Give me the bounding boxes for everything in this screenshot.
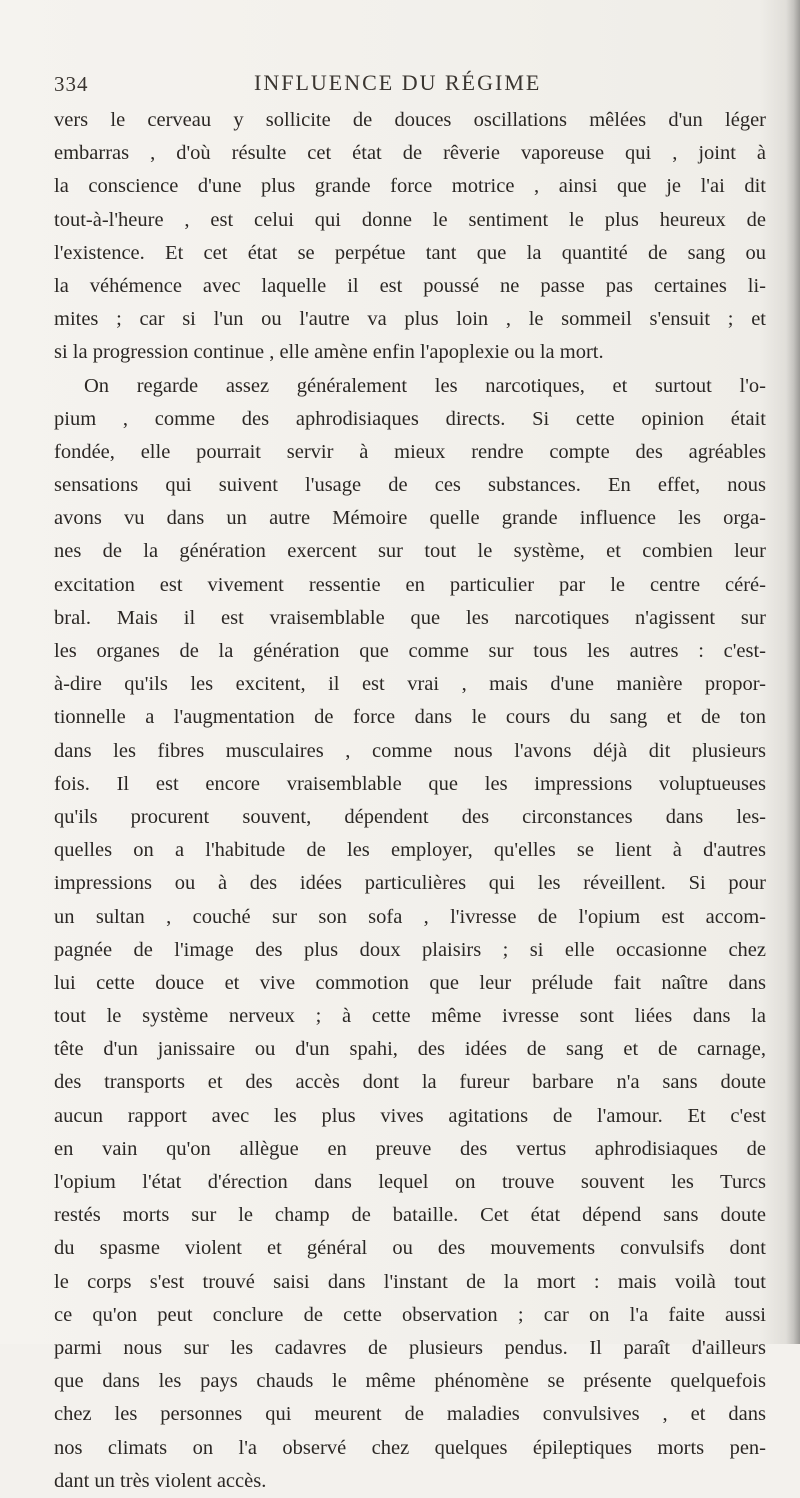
text-line: en vain qu'on allègue en preuve des vertus aphrodisiaques de [54, 1137, 766, 1160]
page-header [54, 70, 754, 100]
body-text [54, 104, 766, 1498]
page-number: 334 [54, 72, 89, 96]
text-line: pium , comme des aphrodisiaques directs. Si cette opinion était [54, 407, 766, 430]
text-line: parmi nous sur les cadavres de plusieurs pendus. Il paraît d'ailleurs [54, 1336, 766, 1359]
text-line: nes de la génération exercent sur tout le système, et combien leur [54, 540, 766, 563]
text-line: excitation est vivement ressentie en particulier par le centre céré- [54, 573, 766, 596]
text-line: vers le cerveau y sollicite de douces oscillations mêlées d'un léger [54, 109, 766, 131]
text-line: impressions ou à des idées particulières qui les réveillent. Si pour [54, 872, 766, 895]
text-line: nos climats on l'a observé chez quelques épileptiques morts pen- [54, 1436, 766, 1459]
text-line: bral. Mais il est vraisemblable que les narcotiques n'agissent sur [54, 606, 766, 629]
text-line: qu'ils procurent souvent, dépendent des circonstances dans les- [54, 805, 766, 828]
text-line: des transports et des accès dont la fureur barbare n'a sans doute [54, 1071, 766, 1094]
text-line: le corps s'est trouvé saisi dans l'instant de la mort : mais voilà tout [54, 1270, 766, 1293]
text-line: tout-à-l'heure , est celui qui donne le sentiment le plus heureux de [54, 208, 766, 231]
text-line: l'opium l'état d'érection dans lequel on trouve souvent les Turcs [54, 1171, 766, 1193]
text-line: restés morts sur le champ de bataille. Cet état dépend sans doute [54, 1204, 766, 1227]
text-line: du spasme violent et général ou des mouvements convulsifs dont [54, 1237, 766, 1260]
text-line: fondée, elle pourrait servir à mieux rendre compte des agréables [54, 440, 766, 463]
text-line: ce qu'on peut conclure de cette observation ; car on l'a faite aussi [54, 1303, 766, 1326]
text-line: pagnée de l'image des plus doux plaisirs ; si elle occasionne chez [54, 938, 766, 961]
text-line: avons vu dans un autre Mémoire quelle grande influence les orga- [54, 507, 766, 530]
text-line: que dans les pays chauds le même phénomène se présente quelquefois [54, 1370, 766, 1393]
text-line: tête d'un janissaire ou d'un spahi, des idées de sang et de carnage, [54, 1038, 766, 1061]
text-line: On regarde assez généralement les narcotiques, et surtout l'o- [84, 374, 766, 397]
text-line: quelles on a l'habitude de les employer, qu'elles se lient à d'autres [54, 839, 766, 862]
text-line: fois. Il est encore vraisemblable que les impressions voluptueuses [54, 772, 766, 795]
text-line: dans les fibres musculaires , comme nous l'avons déjà dit plusieurs [54, 739, 766, 762]
text-line: les organes de la génération que comme sur tous les autres : c'est- [54, 640, 766, 662]
text-line: l'existence. Et cet état se perpétue tant que la quantité de sang ou [54, 241, 766, 264]
text-line: tionnelle a l'augmentation de force dans le cours du sang et de ton [54, 706, 766, 729]
page-edge-shadow [786, 0, 800, 1344]
text-line: tout le système nerveux ; à cette même ivresse sont liées dans la [54, 1005, 766, 1028]
text-line: lui cette douce et vive commotion que leur prélude fait naître dans [54, 971, 766, 994]
text-line: à-dire qu'ils les excitent, il est vrai , mais d'une manière propor- [54, 673, 766, 696]
text-line: aucun rapport avec les plus vives agitations de l'amour. Et c'est [54, 1104, 766, 1127]
text-line: si la progression continue , elle amène enfin l'apoplexie ou la mort. [54, 341, 604, 364]
text-line: embarras , d'où résulte cet état de rêverie vaporeuse qui , joint à [54, 142, 766, 165]
text-line: un sultan , couché sur son sofa , l'ivresse de l'opium est accom- [54, 905, 766, 928]
text-line: chez les personnes qui meurent de maladies convulsives , et dans [54, 1403, 766, 1426]
running-head: INFLUENCE DU RÉGIME [254, 70, 542, 95]
text-line: dant un très violent accès. [54, 1469, 267, 1492]
text-line: la conscience d'une plus grande force motrice , ainsi que je l'ai dit [54, 175, 766, 198]
text-line: sensations qui suivent l'usage de ces substances. En effet, nous [54, 474, 766, 497]
text-line: mites ; car si l'un ou l'autre va plus loin , le sommeil s'ensuit ; et [54, 308, 766, 331]
text-line: la véhémence avec laquelle il est poussé ne passe pas certaines li- [54, 274, 766, 297]
